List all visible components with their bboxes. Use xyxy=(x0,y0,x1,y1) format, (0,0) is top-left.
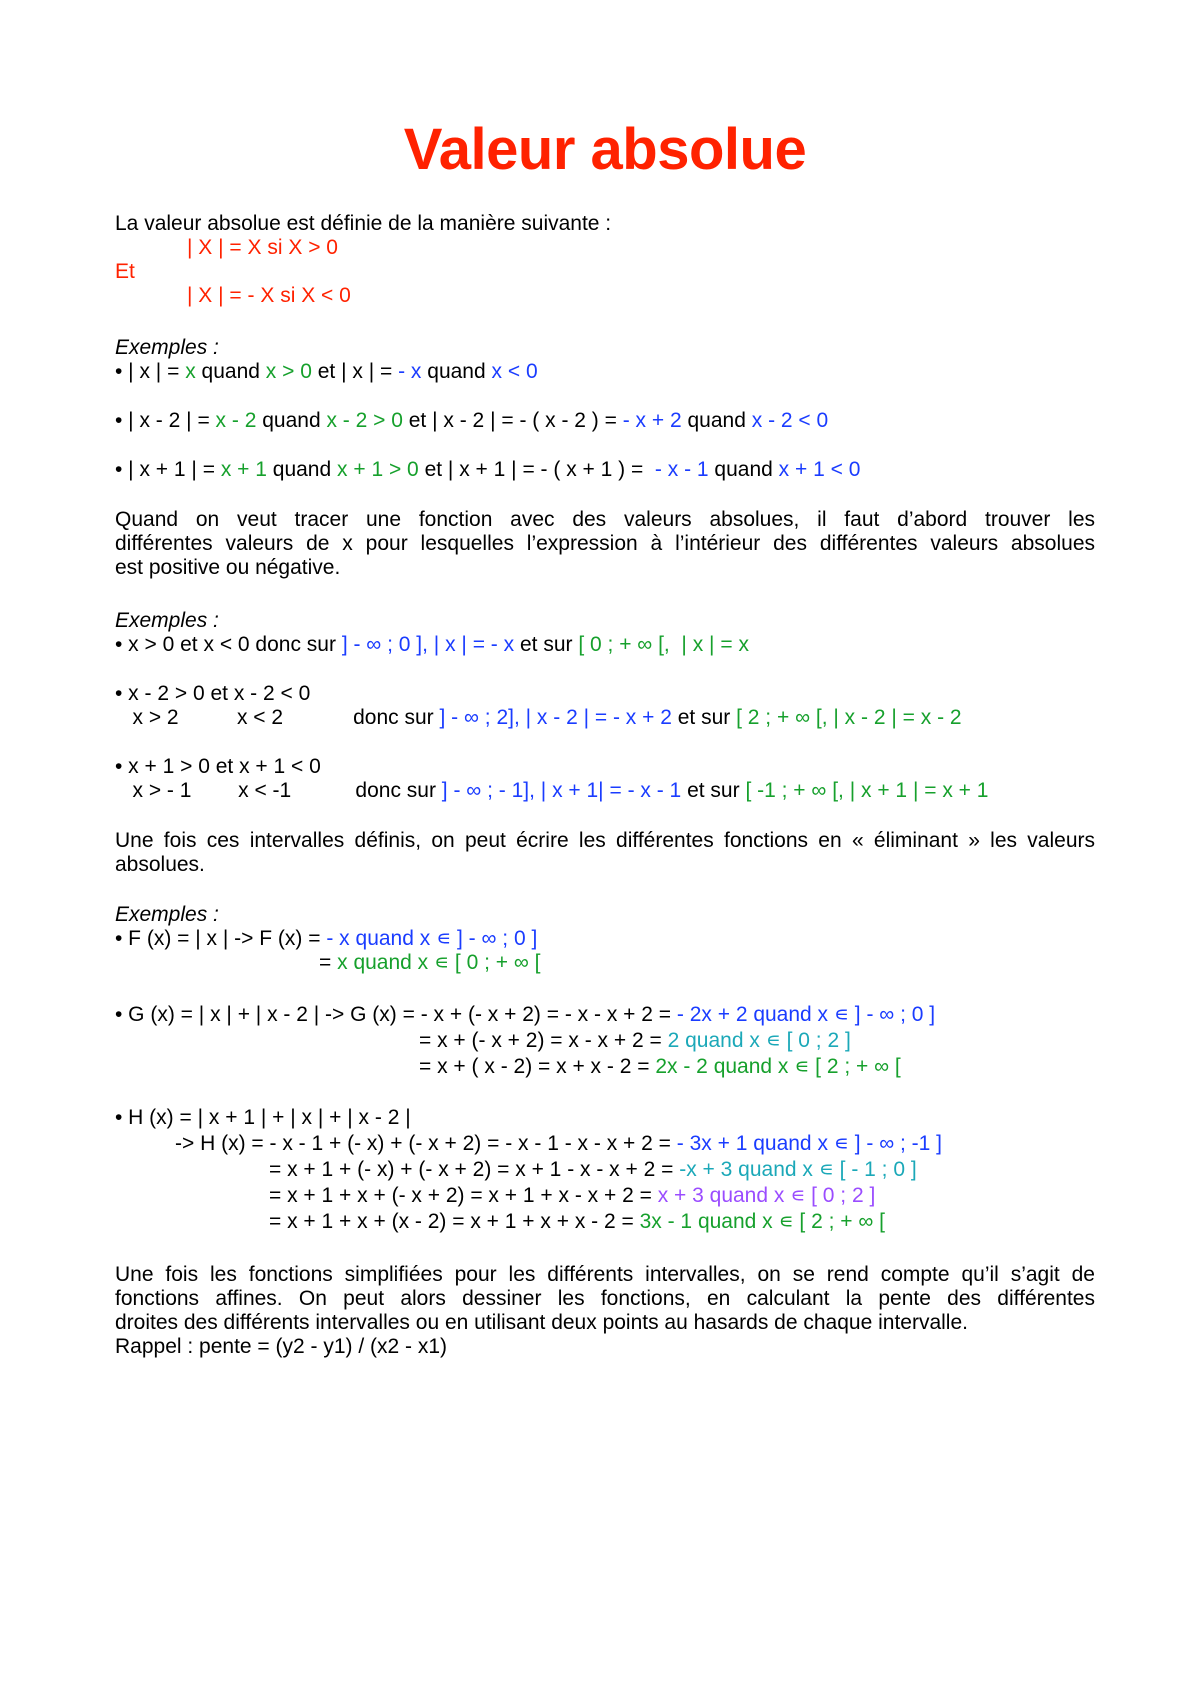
sign-study-x: • x > 0 et x < 0 donc sur ] - ∞ ; 0 ], | x | = - x et sur [ 0 ; + ∞ [, | x | = x xyxy=(115,633,749,656)
sign-study-x-minus-2: • x - 2 > 0 et x - 2 < 0 xyxy=(115,682,311,705)
paragraph-1-line-2: différentes valeurs de x pour lesquelles l’expression à l’intérieur des différentes valeurs absolues xyxy=(115,532,1095,555)
function-f-line-1: • F (x) = | x | -> F (x) = - x quand x ∊ ] - ∞ ; 0 ] xyxy=(115,927,538,950)
function-h-line-1: -> H (x) = - x - 1 + (- x) + (- x + 2) = - x - 1 - x - x + 2 = - 3x + 1 quand x ∊ ] - ∞ ; -1 ] xyxy=(175,1132,943,1155)
page-title: Valeur absolue xyxy=(403,117,807,182)
function-h-line-0: • H (x) = | x + 1 | + | x | + | x - 2 | xyxy=(115,1106,411,1129)
function-g-line-2: = x + (- x + 2) = x - x + 2 = 2 quand x ∊ [ 0 ; 2 ] xyxy=(419,1029,851,1052)
function-h-line-3: = x + 1 + x + (- x + 2) = x + 1 + x - x + 2 = x + 3 quand x ∊ [ 0 ; 2 ] xyxy=(269,1184,876,1207)
function-g-line-1: • G (x) = | x | + | x - 2 | -> G (x) = - x + (- x + 2) = - x - x + 2 = - 2x + 2 quand x ∊ ] - ∞ ; 0 ] xyxy=(115,1003,936,1026)
examples-label-2: Exemples : xyxy=(115,609,219,632)
sign-study-x-plus-1: • x + 1 > 0 et x + 1 < 0 xyxy=(115,755,321,778)
function-h-line-4: = x + 1 + x + (x - 2) = x + 1 + x + x - 2 = 3x - 1 quand x ∊ [ 2 ; + ∞ [ xyxy=(269,1210,886,1233)
paragraph-3-line-1: Une fois les fonctions simplifiées pour les différents intervalles, on se rend compte qu’il s’agit de xyxy=(115,1263,1095,1286)
sign-study-x-minus-2-intervals: x > 2 x < 2 donc sur ] - ∞ ; 2], | x - 2 | = - x + 2 et sur [ 2 ; + ∞ [, | x - 2 | = x - 2 xyxy=(115,706,962,729)
function-h-line-2: = x + 1 + (- x) + (- x + 2) = x + 1 - x - x + 2 = -x + 3 quand x ∊ [ - 1 ; 0 ] xyxy=(269,1158,917,1181)
definition-positive: | X | = X si X > 0 xyxy=(187,236,338,259)
function-f-line-2: = x quand x ∊ [ 0 ; + ∞ [ xyxy=(319,951,541,974)
paragraph-2-line-1: Une fois ces intervalles définis, on peut écrire les différentes fonctions en « éliminant » les valeurs xyxy=(115,829,1095,852)
definition-negative: | X | = - X si X < 0 xyxy=(187,284,351,307)
paragraph-3-line-2: fonctions affines. On peut alors dessiner les fonctions, en calculant la pente des différentes xyxy=(115,1287,1095,1310)
example-abs-x-minus-2: • | x - 2 | = x - 2 quand x - 2 > 0 et | x - 2 | = - ( x - 2 ) = - x + 2 quand x - 2 < 0 xyxy=(115,409,829,432)
definition-et: Et xyxy=(115,260,135,283)
example-abs-x-plus-1: • | x + 1 | = x + 1 quand x + 1 > 0 et | x + 1 | = - ( x + 1 ) = - x - 1 quand x + 1 < 0 xyxy=(115,458,861,481)
examples-label-3: Exemples : xyxy=(115,903,219,926)
example-abs-x: • | x | = x quand x > 0 et | x | = - x quand x < 0 xyxy=(115,360,538,383)
paragraph-2-line-2: absolues. xyxy=(115,853,205,876)
examples-label-1: Exemples : xyxy=(115,336,219,359)
paragraph-1-line-3: est positive ou négative. xyxy=(115,556,341,579)
paragraph-1-line-1: Quand on veut tracer une fonction avec des valeurs absolues, il faut d’abord trouver les xyxy=(115,508,1095,531)
intro-text: La valeur absolue est définie de la manière suivante : xyxy=(115,212,612,235)
function-g-line-3: = x + ( x - 2) = x + x - 2 = 2x - 2 quand x ∊ [ 2 ; + ∞ [ xyxy=(419,1055,901,1078)
slope-reminder: Rappel : pente = (y2 - y1) / (x2 - x1) xyxy=(115,1335,448,1358)
paragraph-3-line-3: droites des différents intervalles ou en utilisant deux points au hasards de chaque intervalle. xyxy=(115,1311,968,1334)
sign-study-x-plus-1-intervals: x > - 1 x < -1 donc sur ] - ∞ ; - 1], | x + 1| = - x - 1 et sur [ -1 ; + ∞ [, | x + 1 | = x + 1 xyxy=(115,779,989,802)
